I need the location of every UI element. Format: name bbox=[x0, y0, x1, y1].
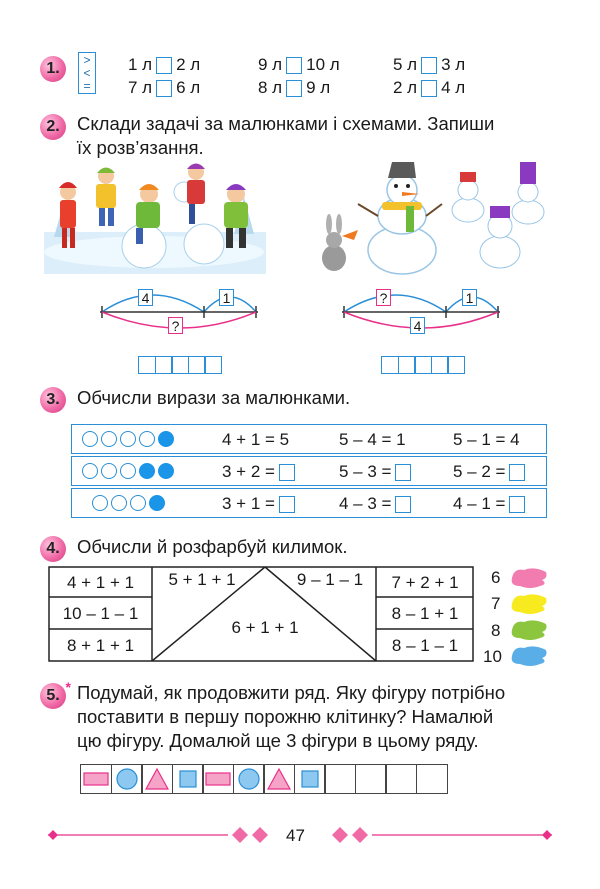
page-number: 47 bbox=[286, 826, 305, 845]
scheme-right-bottom: 4 bbox=[410, 317, 425, 334]
answer-box[interactable] bbox=[286, 80, 302, 97]
expression-text: 3 + 1 = bbox=[222, 494, 275, 513]
legend-number: 8 bbox=[491, 621, 501, 640]
expression bbox=[453, 494, 525, 514]
answer-cell[interactable] bbox=[188, 356, 206, 374]
empty-sequence-cell[interactable] bbox=[385, 764, 417, 794]
answer-box[interactable] bbox=[395, 464, 411, 481]
rectangle-icon bbox=[81, 765, 111, 793]
compare-left: 8 л bbox=[258, 78, 283, 97]
circle-empty bbox=[101, 431, 117, 447]
scheme-left-bottom: ? bbox=[168, 317, 183, 334]
task-2-text-line2: їх розв’язання. bbox=[77, 137, 204, 158]
circle-empty bbox=[139, 431, 155, 447]
snowmen-illustration bbox=[318, 160, 558, 276]
triangle-icon bbox=[142, 765, 172, 793]
answer-box[interactable] bbox=[509, 464, 525, 481]
expression bbox=[453, 462, 525, 482]
circle-empty bbox=[92, 495, 108, 511]
circle-filled bbox=[158, 463, 174, 479]
scheme-left-top-a: 4 bbox=[138, 289, 153, 306]
expression-row bbox=[71, 456, 547, 486]
circle-filled bbox=[139, 463, 155, 479]
answer-box[interactable] bbox=[395, 496, 411, 513]
rug-cell[interactable]: 6 + 1 + 1 bbox=[231, 618, 299, 637]
task-4-badge bbox=[40, 536, 66, 562]
sign-less: < bbox=[83, 65, 91, 80]
answer-cell[interactable] bbox=[447, 356, 465, 374]
answer-box[interactable] bbox=[421, 57, 437, 74]
circle-empty bbox=[120, 463, 136, 479]
compare-item[interactable] bbox=[258, 78, 330, 98]
answer-cells-left[interactable] bbox=[138, 356, 221, 374]
task-2-badge bbox=[40, 114, 66, 140]
expression bbox=[453, 430, 520, 450]
task-number: 4. bbox=[46, 540, 60, 557]
circle-icon bbox=[234, 765, 264, 793]
expression-text: 4 – 3 = bbox=[339, 494, 392, 513]
comparison-signs bbox=[78, 52, 96, 94]
expression-text: 5 – 2 = bbox=[453, 462, 506, 481]
sequence-cell bbox=[111, 764, 143, 794]
circle-group bbox=[82, 431, 177, 447]
expression-text: 4 – 1 = bbox=[453, 494, 506, 513]
answer-box[interactable] bbox=[509, 496, 525, 513]
legend-number: 7 bbox=[491, 594, 501, 613]
task-5-text-line1: Подумай, як продовжити ряд. Яку фігуру потрібно bbox=[77, 682, 506, 703]
expression-text: 5 – 4 = 1 bbox=[339, 430, 406, 449]
expression-row bbox=[71, 488, 547, 518]
task-5-badge bbox=[40, 679, 71, 709]
task-5-text-line2: поставити в першу порожню клітинку? Намалюй bbox=[77, 706, 494, 727]
answer-box[interactable] bbox=[156, 80, 172, 97]
task-3-text: Обчисли вирази за малюнками. bbox=[77, 387, 351, 408]
task-number: 2. bbox=[46, 118, 60, 135]
scheme-right-top-b: 1 bbox=[462, 289, 477, 306]
task-number: 3. bbox=[46, 391, 60, 408]
rug-cell[interactable]: 5 + 1 + 1 bbox=[168, 570, 236, 589]
scheme-left-top-b: 1 bbox=[219, 289, 234, 306]
legend-number: 6 bbox=[491, 568, 501, 587]
compare-item[interactable] bbox=[393, 78, 465, 98]
expression-text: 5 – 3 = bbox=[339, 462, 392, 481]
rug-cell[interactable]: 10 – 1 – 1 bbox=[62, 604, 139, 623]
task-2-text-line1: Склади задачі за малюнками і схемами. Запиши bbox=[77, 113, 495, 134]
circle-empty bbox=[130, 495, 146, 511]
task-4-text: Обчисли й розфарбуй килимок. bbox=[77, 536, 348, 557]
sign-greater: > bbox=[83, 52, 91, 67]
expression bbox=[339, 430, 406, 450]
circle-filled bbox=[149, 495, 165, 511]
answer-cell[interactable] bbox=[398, 356, 416, 374]
compare-right: 3 л bbox=[441, 55, 466, 74]
circle-filled bbox=[158, 431, 174, 447]
compare-right: 9 л bbox=[306, 78, 331, 97]
expression bbox=[339, 494, 411, 514]
task-3-badge bbox=[40, 387, 66, 413]
expression bbox=[222, 494, 295, 514]
task-5-text-line3: цю фігуру. Домалюй ще 3 фігури в цьому ряду. bbox=[77, 730, 479, 751]
sequence-cell bbox=[263, 764, 295, 794]
scheme-left bbox=[96, 282, 268, 346]
star-icon: * bbox=[65, 679, 71, 695]
expression bbox=[222, 430, 289, 450]
empty-sequence-cell[interactable] bbox=[324, 764, 356, 794]
empty-sequence-cell[interactable] bbox=[416, 764, 448, 794]
task-number: 5. bbox=[46, 687, 60, 704]
circle-empty bbox=[111, 495, 127, 511]
task-number: 1. bbox=[46, 60, 60, 77]
sequence-cell bbox=[233, 764, 265, 794]
answer-cell[interactable] bbox=[171, 356, 189, 374]
compare-right: 4 л bbox=[441, 78, 466, 97]
compare-right: 10 л bbox=[306, 55, 340, 74]
compare-left: 1 л bbox=[128, 55, 153, 74]
answer-cell[interactable] bbox=[381, 356, 399, 374]
expression-row bbox=[71, 424, 547, 454]
expression-text: 4 + 1 = 5 bbox=[222, 430, 290, 449]
answer-cells-right[interactable] bbox=[381, 356, 464, 374]
compare-left: 9 л bbox=[258, 55, 283, 74]
compare-left: 5 л bbox=[393, 55, 418, 74]
compare-item[interactable] bbox=[128, 55, 200, 75]
answer-box[interactable] bbox=[156, 57, 172, 74]
paint-swatches bbox=[510, 566, 550, 670]
circle-empty bbox=[82, 463, 98, 479]
compare-item[interactable] bbox=[258, 55, 340, 75]
expression bbox=[339, 462, 411, 482]
sequence-cell bbox=[294, 764, 326, 794]
circle-empty bbox=[101, 463, 117, 479]
answer-box[interactable] bbox=[279, 496, 295, 513]
sequence-cell bbox=[80, 764, 112, 794]
expression-text: 3 + 2 = bbox=[222, 462, 275, 481]
children-snow-illustration bbox=[44, 162, 266, 274]
sequence-cell bbox=[172, 764, 204, 794]
rug-cell[interactable]: 8 + 1 + 1 bbox=[66, 636, 135, 655]
triangle-icon bbox=[264, 765, 294, 793]
circle-empty bbox=[120, 431, 136, 447]
answer-cell[interactable] bbox=[431, 356, 449, 374]
sequence-cell bbox=[202, 764, 234, 794]
circle-group bbox=[82, 463, 177, 479]
compare-item[interactable] bbox=[128, 78, 200, 98]
answer-cell[interactable] bbox=[204, 356, 222, 374]
compare-right: 2 л bbox=[176, 55, 201, 74]
figure-sequence bbox=[80, 764, 446, 794]
answer-box[interactable] bbox=[286, 57, 302, 74]
circle-empty bbox=[82, 431, 98, 447]
legend-number: 10 bbox=[483, 647, 502, 666]
compare-left: 2 л bbox=[393, 78, 418, 97]
expression bbox=[222, 462, 295, 482]
compare-right: 6 л bbox=[176, 78, 201, 97]
answer-cell[interactable] bbox=[138, 356, 156, 374]
rug-cell[interactable]: 4 + 1 + 1 bbox=[66, 573, 135, 592]
answer-cell[interactable] bbox=[414, 356, 432, 374]
compare-item[interactable] bbox=[393, 55, 465, 75]
answer-box[interactable] bbox=[421, 80, 437, 97]
rug-cell[interactable]: 8 – 1 + 1 bbox=[391, 604, 459, 623]
square-icon bbox=[295, 765, 325, 793]
task-1-badge bbox=[40, 56, 66, 82]
scheme-right-top-a: ? bbox=[376, 289, 391, 306]
circle-group bbox=[92, 495, 168, 511]
sequence-cell bbox=[141, 764, 173, 794]
rug-cell[interactable]: 8 – 1 – 1 bbox=[391, 636, 459, 655]
sign-equal: = bbox=[83, 79, 91, 94]
scheme-right bbox=[340, 282, 512, 346]
compare-left: 7 л bbox=[128, 78, 153, 97]
circle-icon bbox=[112, 765, 142, 793]
square-icon bbox=[173, 765, 203, 793]
expression-text: 5 – 1 = 4 bbox=[453, 430, 520, 449]
answer-box[interactable] bbox=[279, 464, 295, 481]
empty-sequence-cell[interactable] bbox=[355, 764, 387, 794]
rug-cell[interactable]: 7 + 2 + 1 bbox=[391, 573, 459, 592]
answer-cell[interactable] bbox=[155, 356, 173, 374]
rectangle-icon bbox=[203, 765, 233, 793]
rug-cell[interactable]: 9 – 1 – 1 bbox=[296, 570, 364, 589]
